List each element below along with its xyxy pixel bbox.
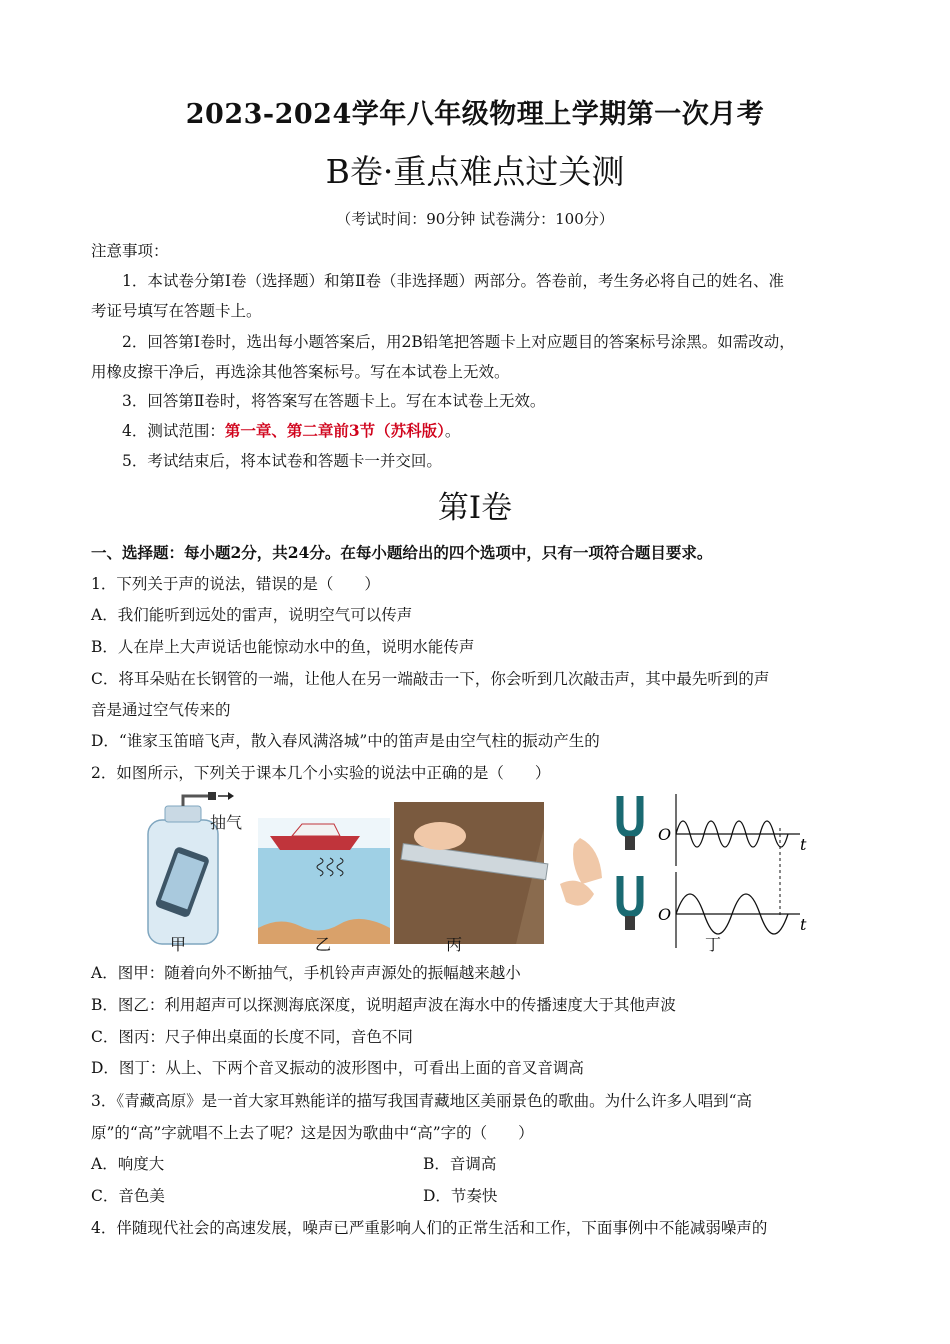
q3-option-d: D．节奏快 <box>423 1187 498 1205</box>
q2-option-c: C．图丙：尺子伸出桌面的长度不同，音色不同 <box>91 1028 413 1046</box>
jar-phone-illustration <box>148 792 242 944</box>
exam-info: （考试时间：90分钟 试卷满分：100分） <box>336 210 614 228</box>
q3-option-a: A．响度大 <box>91 1155 165 1173</box>
q1-option-d: D．“谁家玉笛暗飞声，散入春风满洛城”中的笛声是由空气柱的振动产生的 <box>91 732 600 750</box>
q3-option-c: C．音色美 <box>91 1187 165 1205</box>
axis-t-bottom: t <box>800 915 807 934</box>
note-4-prefix: 4．测试范围： <box>122 422 225 440</box>
tuning-fork-waves-illustration <box>620 794 807 948</box>
axis-o-top: O <box>658 825 672 844</box>
q1-option-a: A．我们能听到远处的雷声，说明空气可以传声 <box>91 606 413 624</box>
note-4-scope: 第一章、第二章前3节（苏科版） <box>224 421 445 440</box>
q1-option-b: B．人在岸上大声说话也能惊动水中的鱼，说明水能传声 <box>91 638 475 656</box>
note-4 <box>122 421 892 441</box>
q1-option-c-b: 音是通过空气传来的 <box>91 701 231 719</box>
q4-stem-a: 4．伴随现代社会的高速发展，噪声已严重影响人们的正常生活和工作，下面事例中不能减弱噪声的 <box>91 1219 768 1237</box>
note-5: 5．考试结束后，将本试卷和答题卡一并交回。 <box>122 452 442 470</box>
fig-label-bing: 丙 <box>446 935 463 954</box>
axis-o-bottom: O <box>658 905 672 924</box>
exam-subtitle: B卷·重点难点过关测 <box>325 152 625 191</box>
exam-title: 2023-2024学年八年级物理上学期第一次月考 <box>185 99 765 130</box>
q1-option-c-a: C．将耳朵贴在长钢管的一端，让他人在另一端敲击一下，你会听到几次敲击声，其中最先听到的声 <box>91 670 770 688</box>
axis-t-top: t <box>800 835 807 854</box>
q2-stem: 2．如图所示，下列关于课本几个小实验的说法中正确的是（ ） <box>91 764 551 782</box>
q2-option-a: A．图甲：随着向外不断抽气，手机铃声声源处的振幅越来越小 <box>91 964 521 982</box>
boat-sonar-illustration <box>258 818 390 944</box>
note-1b: 考证号填写在答题卡上。 <box>91 302 262 320</box>
pump-label: 抽气 <box>210 813 243 832</box>
fig-label-jia: 甲 <box>170 935 187 954</box>
section-title: 第Ⅰ卷 <box>437 490 513 526</box>
q3-stem-b: 原”的“高”字就唱不上去了呢？这是因为歌曲中“高”字的（ ） <box>91 1124 534 1142</box>
section-instruction: 一、选择题：每小题2分，共24分。在每小题给出的四个选项中，只有一项符合题目要求。 <box>91 543 713 562</box>
notes-heading: 注意事项： <box>91 242 169 260</box>
ruler-table-illustration <box>394 802 602 944</box>
note-2b: 用橡皮擦干净后，再选涂其他答案标号。写在本试卷上无效。 <box>91 363 510 381</box>
q1-stem: 1．下列关于声的说法，错误的是（ ） <box>91 575 380 593</box>
note-2a: 2．回答第Ⅰ卷时，选出每小题答案后，用2B铅笔把答题卡上对应题目的答案标号涂黑。如需改动， <box>122 333 795 351</box>
note-3: 3．回答第Ⅱ卷时，将答案写在答题卡上。写在本试卷上无效。 <box>122 392 546 410</box>
note-1a: 1．本试卷分第Ⅰ卷（选择题）和第Ⅱ卷（非选择题）两部分。答卷前，考生务必将自己的姓名、准 <box>122 272 785 290</box>
q2-option-b: B．图乙：利用超声可以探测海底深度，说明超声波在海水中的传播速度大于其他声波 <box>91 996 676 1014</box>
fig-label-ding: 丁 <box>705 935 722 954</box>
q3-option-b: B．音调高 <box>423 1155 497 1173</box>
note-4-suffix: 。 <box>444 422 461 440</box>
fig-label-yi: 乙 <box>315 935 332 954</box>
q3-stem-a: 3．《青藏高原》是一首大家耳熟能详的描写我国青藏地区美丽景色的歌曲。为什么许多人唱到“高 <box>91 1092 753 1110</box>
q2-option-d: D．图丁：从上、下两个音叉振动的波形图中，可看出上面的音叉音调高 <box>91 1059 584 1077</box>
